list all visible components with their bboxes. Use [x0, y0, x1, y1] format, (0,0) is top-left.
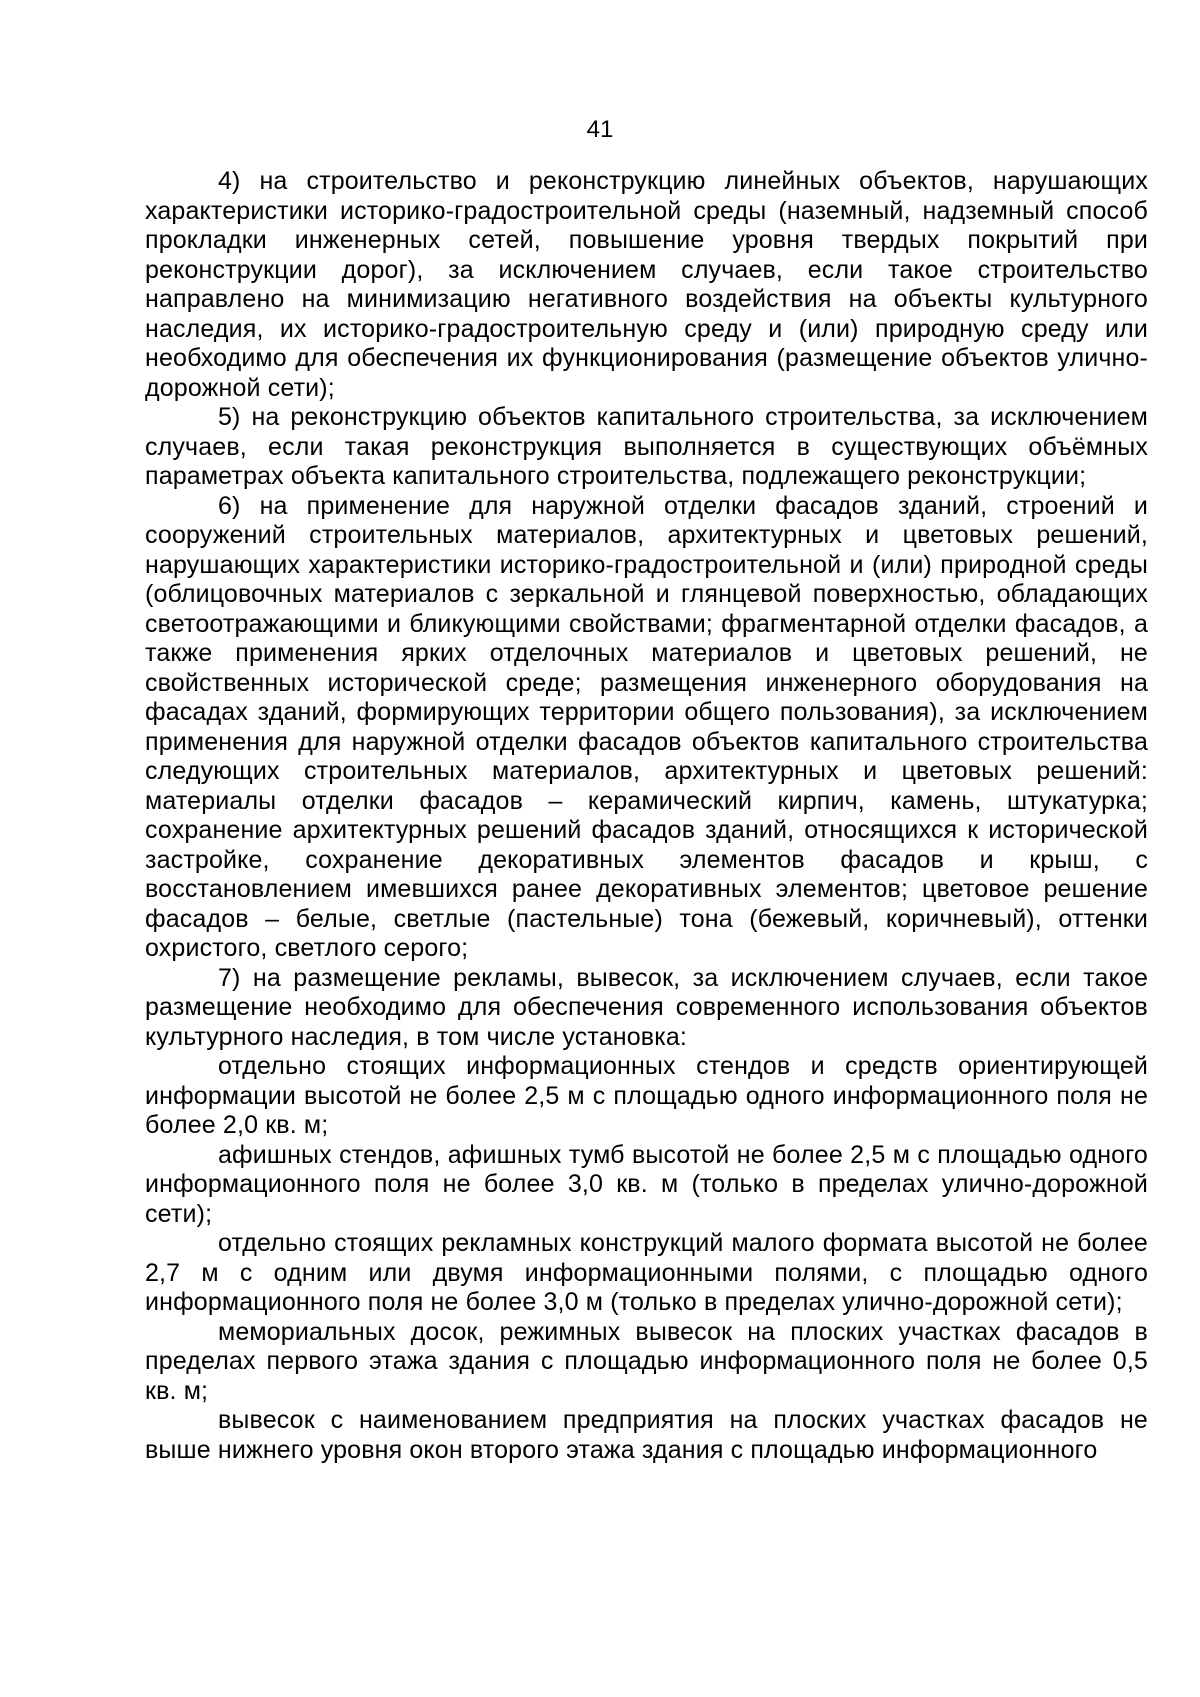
page-number: 41: [586, 116, 614, 143]
paragraph-item-4: 4) на строительство и реконструкцию линейных объектов, нарушающих характеристики историко-градостроительной среды (наземный, надземный способ прокладки инженерных сетей, повышение уровня твердых покрытий при реконструкции дорог), за исключением случаев, если такое строительство направлено на минимизацию негативного воздействия на объекты культурного наследия, их историко-градостроительную среду и (или) природную среду или необходимо для обеспечения их функционирования (размещение объектов улично-дорожной сети);: [145, 167, 1148, 402]
paragraph-info-stands: отдельно стоящих информационных стендов и средств ориентирующей информации высотой не более 2,5 м с площадью одного информационного поля не более 2,0 кв. м;: [145, 1052, 1148, 1139]
paragraph-item-5: 5) на реконструкцию объектов капитального строительства, за исключением случаев, если такая реконструкция выполняется в существующих объёмных параметрах объекта капитального строительства, подлежащего реконструкции;: [145, 403, 1148, 490]
document-body: [145, 167, 1148, 1465]
paragraph-item-6: 6) на применение для наружной отделки фасадов зданий, строений и сооружений строительных материалов, архитектурных и цветовых решений, нарушающих характеристики историко-градостроительной и (или) природной среды (облицовочных материалов с зеркальной и глянцевой поверхностью, обладающих светоотражающими и бликующими свойствами; фрагментарной отделки фасадов, а также применения ярких отделочных материалов и цветовых решений, не свойственных исторической среде; размещения инженерного оборудования на фасадах зданий, формирующих территории общего пользования), за исключением применения для наружной отделки фасадов объектов капитального строительства следующих строительных материалов, архитектурных и цветовых решений: материалы отделки фасадов – керамический кирпич, камень, штукатурка; сохранение архитектурных решений фасадов зданий, относящихся к исторической застройке, сохранение декоративных элементов фасадов и крыш, с восстановлением имевшихся ранее декоративных элементов; цветовое решение фасадов – белые, светлые (пастельные) тона (бежевый, коричневый), оттенки охристого, светлого серого;: [145, 491, 1148, 962]
paragraph-poster-stands: афишных стендов, афишных тумб высотой не более 2,5 м с площадью одного информационного поля не более 3,0 кв. м (только в пределах улично-дорожной сети);: [145, 1140, 1148, 1228]
paragraph-company-signs: вывесок с наименованием предприятия на плоских участках фасадов не выше нижнего уровня окон второго этажа здания с площадью информационного: [145, 1406, 1148, 1464]
paragraph-item-7: 7) на размещение рекламы, вывесок, за исключением случаев, если такое размещение необходимо для обеспечения современного использования объектов культурного наследия, в том числе установка:: [145, 963, 1148, 1051]
paragraph-small-ad-structures: отдельно стоящих рекламных конструкций малого формата высотой не более 2,7 м с одним или двумя информационными полями, с площадью одного информационного поля не более 3,0 м (только в пределах улично-дорожной сети);: [145, 1229, 1148, 1316]
paragraph-memorial-plaques: мемориальных досок, режимных вывесок на плоских участках фасадов в пределах первого этажа здания с площадью информационного поля не более 0,5 кв. м;: [145, 1317, 1148, 1405]
